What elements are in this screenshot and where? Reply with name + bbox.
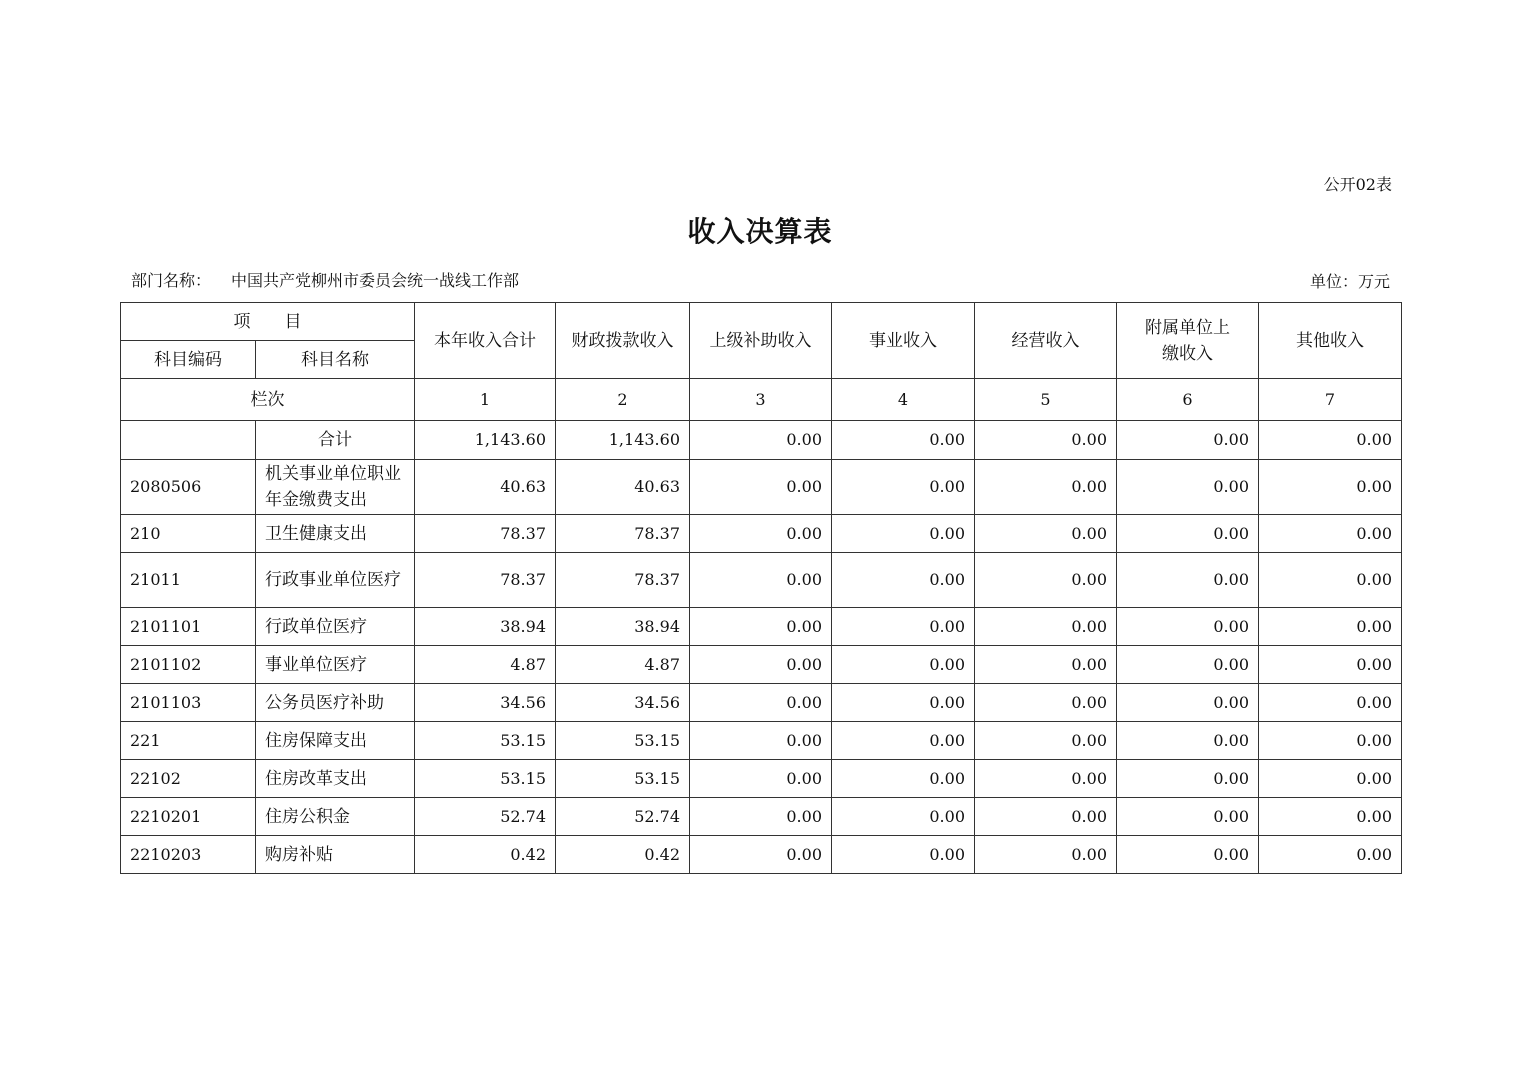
- subject-code: 22102: [121, 760, 256, 798]
- amount-cell: 52.74: [556, 798, 690, 836]
- amount-cell: 0.00: [975, 798, 1117, 836]
- amount-cell: 34.56: [415, 684, 556, 722]
- subject-code: 2080506: [121, 460, 256, 515]
- amount-cell: 0.00: [832, 515, 975, 553]
- amount-cell: 0.00: [1259, 684, 1402, 722]
- amount-cell: 0.00: [975, 722, 1117, 760]
- amount-cell: 0.00: [1117, 836, 1259, 874]
- unit-label: 单位：万元: [1309, 272, 1390, 291]
- table-row: [121, 722, 1402, 760]
- header-row-1: [121, 303, 1402, 341]
- amount-cell: 0.00: [690, 760, 832, 798]
- amount-cell: 0.00: [832, 722, 975, 760]
- amount-cell: 0.00: [1117, 608, 1259, 646]
- subject-code: 2101103: [121, 684, 256, 722]
- amount-cell: 0.00: [975, 460, 1117, 515]
- amount-cell: 0.00: [1117, 760, 1259, 798]
- total-value: 0.00: [975, 421, 1117, 460]
- table-row: [121, 608, 1402, 646]
- amount-cell: 0.00: [690, 646, 832, 684]
- subject-code: 2101101: [121, 608, 256, 646]
- subject-name: 住房保障支出: [256, 722, 415, 760]
- subject-name: 机关事业单位职业年金缴费支出: [256, 460, 415, 515]
- subject-code: 21011: [121, 553, 256, 608]
- line-number: 2: [556, 379, 690, 421]
- subject-name: 住房改革支出: [256, 760, 415, 798]
- page-title: 收入决算表: [687, 215, 833, 248]
- amount-cell: 4.87: [556, 646, 690, 684]
- line-number: 5: [975, 379, 1117, 421]
- amount-cell: 34.56: [556, 684, 690, 722]
- amount-cell: 0.00: [832, 553, 975, 608]
- amount-cell: 0.00: [832, 684, 975, 722]
- amount-cell: 53.15: [556, 722, 690, 760]
- amount-cell: 38.94: [556, 608, 690, 646]
- line-number: 3: [690, 379, 832, 421]
- amount-cell: 0.00: [832, 798, 975, 836]
- table-row: [121, 460, 1402, 515]
- amount-cell: 40.63: [415, 460, 556, 515]
- amount-cell: 0.42: [556, 836, 690, 874]
- amount-cell: 0.00: [1117, 460, 1259, 515]
- amount-cell: 78.37: [415, 515, 556, 553]
- amount-cell: 0.00: [690, 515, 832, 553]
- amount-cell: 0.00: [1259, 646, 1402, 684]
- amount-cell: 0.00: [690, 684, 832, 722]
- table-row: [121, 646, 1402, 684]
- amount-cell: 0.00: [832, 646, 975, 684]
- line-number: 6: [1117, 379, 1259, 421]
- amount-cell: 0.00: [1259, 760, 1402, 798]
- table-row: [121, 836, 1402, 874]
- amount-cell: 53.15: [556, 760, 690, 798]
- total-row: [121, 421, 1402, 460]
- amount-cell: 0.00: [1117, 684, 1259, 722]
- amount-cell: 53.15: [415, 722, 556, 760]
- amount-cell: 0.00: [1117, 722, 1259, 760]
- total-code-cell: [121, 421, 256, 460]
- amount-cell: 78.37: [556, 515, 690, 553]
- subject-name: 公务员医疗补助: [256, 684, 415, 722]
- amount-cell: 0.00: [975, 515, 1117, 553]
- total-value: 0.00: [1259, 421, 1402, 460]
- amount-cell: 0.00: [832, 836, 975, 874]
- amount-cell: 0.00: [690, 722, 832, 760]
- table-row: [121, 798, 1402, 836]
- subject-code: 210: [121, 515, 256, 553]
- line-number: 7: [1259, 379, 1402, 421]
- total-value: 0.00: [1117, 421, 1259, 460]
- department-label: 部门名称：: [131, 271, 212, 290]
- header-col3: 上级补助收入: [690, 303, 832, 379]
- amount-cell: 0.00: [690, 608, 832, 646]
- amount-cell: 53.15: [415, 760, 556, 798]
- line-number: 1: [415, 379, 556, 421]
- amount-cell: 0.00: [1117, 553, 1259, 608]
- header-code: 科目编码: [121, 341, 256, 379]
- amount-cell: 0.00: [690, 798, 832, 836]
- total-value: 0.00: [832, 421, 975, 460]
- line-number: 4: [832, 379, 975, 421]
- header-col7: 其他收入: [1259, 303, 1402, 379]
- subject-code: 221: [121, 722, 256, 760]
- header-col1: 本年收入合计: [415, 303, 556, 379]
- subject-name: 事业单位医疗: [256, 646, 415, 684]
- amount-cell: 0.00: [690, 460, 832, 515]
- amount-cell: 0.42: [415, 836, 556, 874]
- total-value: 0.00: [690, 421, 832, 460]
- line-label: 栏次: [121, 379, 415, 421]
- table-row: [121, 515, 1402, 553]
- header-col5: 经营收入: [975, 303, 1117, 379]
- total-value: 1,143.60: [415, 421, 556, 460]
- amount-cell: 78.37: [415, 553, 556, 608]
- total-label: 合计: [256, 421, 415, 460]
- table-row: [121, 760, 1402, 798]
- amount-cell: 0.00: [975, 646, 1117, 684]
- line-number-row: [121, 379, 1402, 421]
- amount-cell: 0.00: [690, 836, 832, 874]
- amount-cell: 0.00: [975, 760, 1117, 798]
- subject-code: 2101102: [121, 646, 256, 684]
- table-row: [121, 553, 1402, 608]
- total-value: 1,143.60: [556, 421, 690, 460]
- amount-cell: 0.00: [1117, 798, 1259, 836]
- subject-name: 购房补贴: [256, 836, 415, 874]
- amount-cell: 0.00: [1259, 553, 1402, 608]
- amount-cell: 0.00: [1259, 836, 1402, 874]
- amount-cell: 0.00: [1259, 722, 1402, 760]
- amount-cell: 0.00: [832, 760, 975, 798]
- amount-cell: 0.00: [975, 836, 1117, 874]
- header-name: 科目名称: [256, 341, 415, 379]
- department-name: 中国共产党柳州市委员会统一战线工作部: [231, 271, 520, 290]
- subject-code: 2210201: [121, 798, 256, 836]
- amount-cell: 0.00: [1259, 608, 1402, 646]
- subject-name: 卫生健康支出: [256, 515, 415, 553]
- header-col4: 事业收入: [832, 303, 975, 379]
- header-col6: 附属单位上缴收入: [1117, 303, 1259, 379]
- subject-name: 行政单位医疗: [256, 608, 415, 646]
- amount-cell: 0.00: [975, 608, 1117, 646]
- amount-cell: 0.00: [975, 684, 1117, 722]
- amount-cell: 78.37: [556, 553, 690, 608]
- subject-code: 2210203: [121, 836, 256, 874]
- header-col2: 财政拨款收入: [556, 303, 690, 379]
- header-project: 项 目: [121, 303, 415, 341]
- subject-name: 行政事业单位医疗: [256, 553, 415, 608]
- amount-cell: 4.87: [415, 646, 556, 684]
- subject-name: 住房公积金: [256, 798, 415, 836]
- table-row: [121, 684, 1402, 722]
- amount-cell: 0.00: [975, 553, 1117, 608]
- amount-cell: 0.00: [832, 608, 975, 646]
- income-final-account-table: [120, 302, 1402, 874]
- amount-cell: 0.00: [1117, 515, 1259, 553]
- amount-cell: 0.00: [832, 460, 975, 515]
- amount-cell: 0.00: [690, 553, 832, 608]
- amount-cell: 0.00: [1259, 460, 1402, 515]
- department-line: [131, 268, 519, 291]
- form-number: 公开02表: [1323, 175, 1392, 194]
- amount-cell: 0.00: [1117, 646, 1259, 684]
- amount-cell: 0.00: [1259, 515, 1402, 553]
- amount-cell: 38.94: [415, 608, 556, 646]
- amount-cell: 52.74: [415, 798, 556, 836]
- amount-cell: 40.63: [556, 460, 690, 515]
- amount-cell: 0.00: [1259, 798, 1402, 836]
